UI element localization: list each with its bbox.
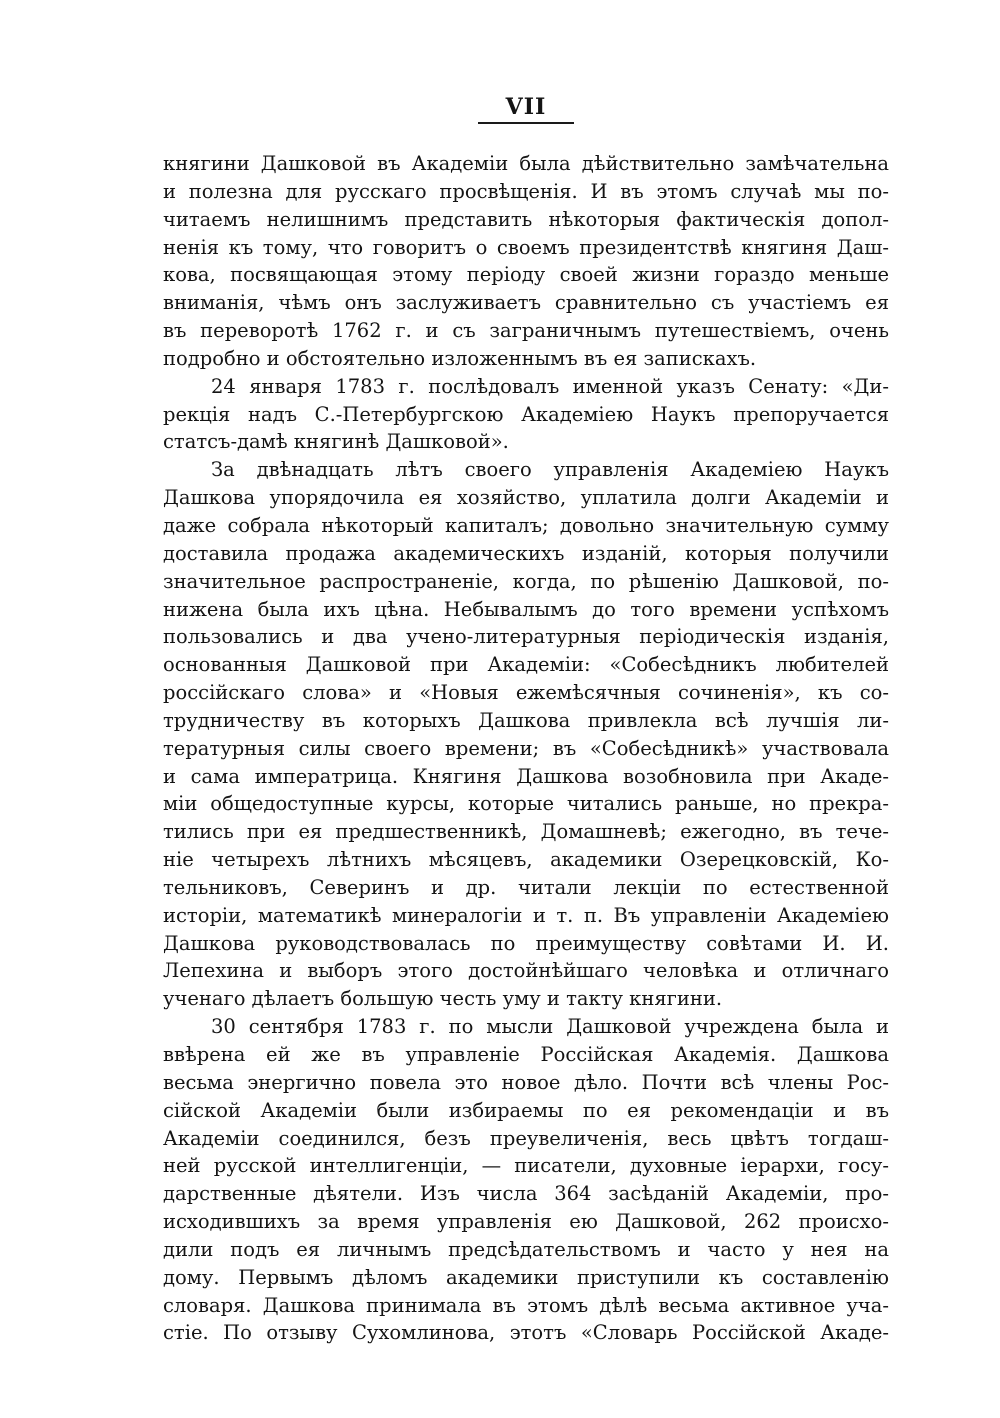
- text-line: исходившихъ за время управленія ею Дашковой, 262 происхо-: [163, 1210, 889, 1234]
- text-line: Академіи соединился, безъ преувеличенія, весь цвѣтъ тогдаш-: [163, 1126, 889, 1150]
- text-line: рекція надъ С.-Петербургскою Академіею Наукъ препоручается: [163, 402, 889, 426]
- text-line: ученаго дѣлаетъ большую честь уму и такту княгини.: [163, 987, 723, 1011]
- text-line: пользовались и два учено-литературныя періодическія изданія,: [163, 625, 889, 649]
- text-line: вниманія, чѣмъ онъ заслуживаетъ сравнительно съ участіемъ ея: [163, 291, 889, 315]
- text-line: нижена была ихъ цѣна. Небывалымъ до того времени успѣхомъ: [163, 597, 889, 621]
- text-line: значительное распространеніе, когда, по рѣшенію Дашковой, по-: [163, 569, 889, 593]
- text-line: 24 января 1783 г. послѣдовалъ именной указъ Сенату: «Ди-: [211, 374, 889, 398]
- text-line: княгини Дашковой въ Академіи была дѣйствительно замѣчательна: [163, 152, 889, 175]
- text-line: Лепехина и выборъ этого достойнѣйшаго человѣка и отличнаго: [163, 959, 889, 983]
- text-line: дарственные дѣятели. Изъ числа 364 засѣданій Академіи, про-: [163, 1182, 889, 1206]
- text-line: дому. Первымъ дѣломъ академики приступили къ составленію: [163, 1265, 889, 1289]
- page-number: VII: [505, 94, 547, 120]
- text-line: статсъ-дамѣ княгинѣ Дашковой».: [163, 430, 509, 454]
- text-line: россійскаго слова» и «Новыя ежемѣсячныя сочиненія», къ со-: [163, 681, 889, 705]
- text-line: тельниковъ, Северинъ и др. читали лекціи по естественной: [163, 875, 889, 899]
- text-line: доставила продажа академическихъ изданій, которыя получили: [163, 541, 889, 565]
- text-line: весьма энергично повела это новое дѣло. Почти всѣ члены Рос-: [163, 1070, 889, 1094]
- text-line: трудничеству въ которыхъ Дашкова привлекла всѣ лучшія ли-: [163, 708, 889, 732]
- text-line: Дашкова упорядочила ея хозяйство, уплатила долги Академіи и: [163, 486, 889, 510]
- body-text: [163, 150, 889, 1347]
- text-line: ней русской интеллигенціи, — писатели, духовные іерархи, госу-: [163, 1154, 889, 1178]
- text-line: тились при ея предшественникѣ, Домашневѣ; ежегодно, въ тече-: [163, 820, 889, 844]
- text-line: дили подъ ея личнымъ предсѣдательствомъ и часто у нея на: [163, 1237, 889, 1261]
- text-line: стіе. По отзыву Сухомлинова, этотъ «Словарь Россійской Акаде-: [163, 1321, 889, 1345]
- text-line: міи общедоступные курсы, которые читались раньше, но прекра-: [163, 792, 889, 816]
- text-line: основанныя Дашковой при Академіи: «Собесѣдникъ любителей: [163, 653, 889, 677]
- text-line: тературныя силы своего времени; въ «Собесѣдникѣ» участвовала: [163, 736, 889, 760]
- text-line: 30 сентября 1783 г. по мысли Дашковой учреждена была и: [211, 1015, 889, 1039]
- text-line: ненія къ тому, что говоритъ о своемъ президентствѣ княгиня Даш-: [163, 235, 889, 259]
- text-line: сійской Академіи были избираемы по ея рекомендаціи и въ: [163, 1098, 889, 1122]
- text-line: подробно и обстоятельно изложеннымъ въ ея запискахъ.: [163, 346, 757, 370]
- text-line: кова, посвящающая этому періоду своей жизни гораздо меньше: [163, 263, 889, 287]
- text-line: ввѣрена ей же въ управленіе Россійская Академія. Дашкова: [163, 1043, 889, 1066]
- text-line: Дашкова руководствовалась по преимуществу совѣтами И. И.: [163, 931, 889, 955]
- text-line: ніе четырехъ лѣтнихъ мѣсяцевъ, академики Озерецковскій, Ко-: [163, 848, 889, 872]
- text-line: въ переворотѣ 1762 г. и съ заграничнымъ путешествіемъ, очень: [163, 319, 889, 343]
- text-line: читаемъ нелишнимъ представить нѣкоторыя фактическія допол-: [163, 207, 889, 231]
- text-line: исторіи, математикѣ минералогіи и т. п. Въ управленіи Академіею: [163, 903, 889, 927]
- text-line: За двѣнадцать лѣтъ своего управленія Академіею Наукъ: [211, 458, 889, 482]
- page-number-rule: [478, 122, 574, 124]
- text-line: и полезна для русскаго просвѣщенія. И въ этомъ случаѣ мы по-: [163, 179, 889, 203]
- text-line: и сама императрица. Княгиня Дашкова возобновила при Акаде-: [163, 764, 889, 788]
- text-line: даже собрала нѣкоторый капиталъ; довольно значительную сумму: [163, 513, 889, 537]
- text-line: словаря. Дашкова принимала въ этомъ дѣлѣ весьма активное уча-: [163, 1293, 889, 1317]
